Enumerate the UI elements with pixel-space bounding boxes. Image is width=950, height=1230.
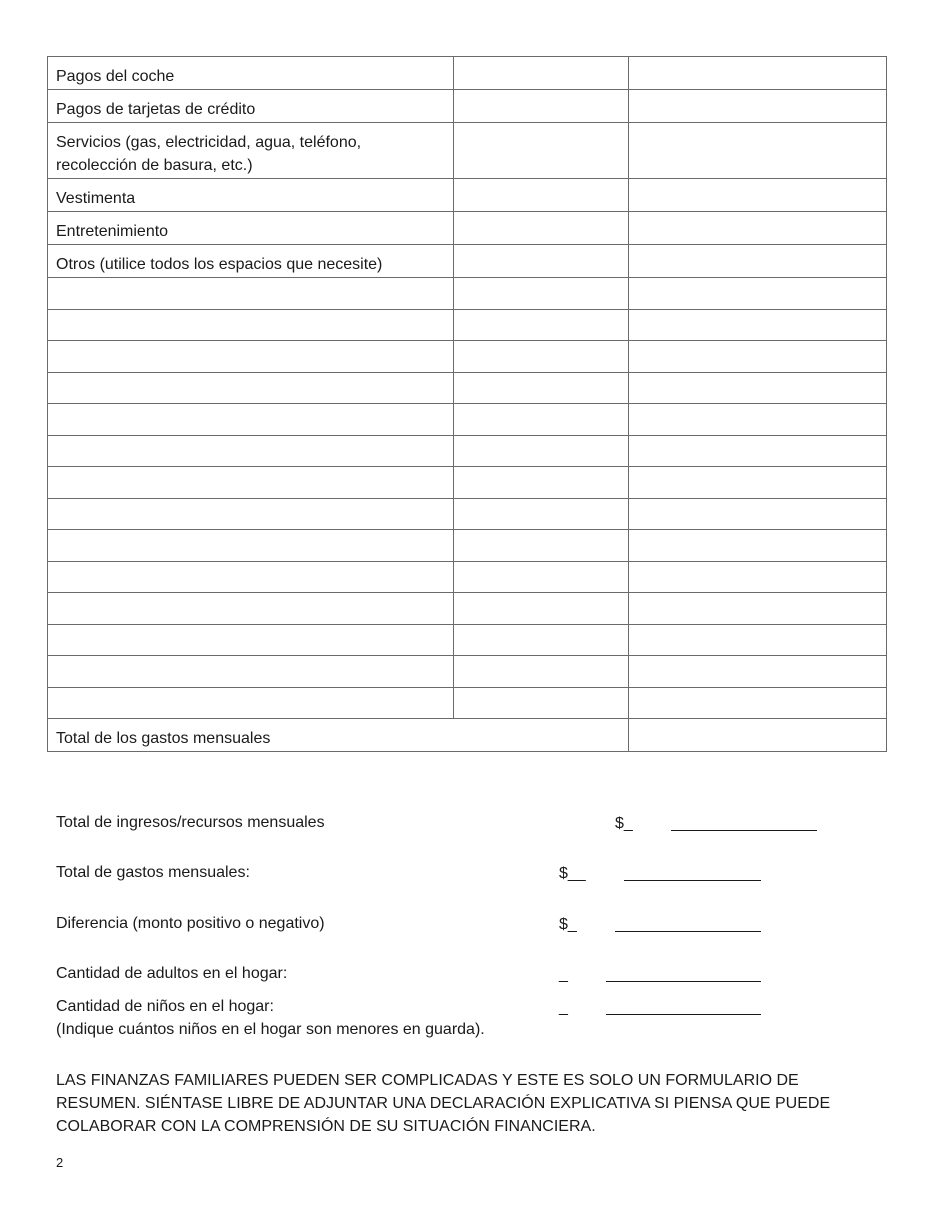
- total-expenses-label: Total de los gastos mensuales: [48, 719, 629, 752]
- amount-cell[interactable]: [454, 123, 629, 179]
- expense-label: Vestimenta: [48, 179, 454, 212]
- table-row: [48, 467, 887, 499]
- amount-cell[interactable]: [629, 278, 887, 310]
- income-field[interactable]: [671, 830, 817, 831]
- amount-cell[interactable]: [454, 687, 629, 719]
- blank-label-cell[interactable]: [48, 372, 454, 404]
- amount-cell[interactable]: [454, 212, 629, 245]
- table-row: [48, 372, 887, 404]
- amount-cell[interactable]: [454, 90, 629, 123]
- table-row: [48, 435, 887, 467]
- blank-label-cell[interactable]: [48, 530, 454, 562]
- amount-cell[interactable]: [629, 467, 887, 499]
- amount-cell[interactable]: [454, 179, 629, 212]
- amount-cell[interactable]: [454, 372, 629, 404]
- difference-label: Diferencia (monto positivo o negativo): [56, 915, 325, 932]
- amount-cell[interactable]: [454, 656, 629, 688]
- total-amount-cell[interactable]: [629, 719, 887, 752]
- amount-cell[interactable]: [454, 467, 629, 499]
- adults-field[interactable]: [606, 981, 761, 982]
- table-row: [48, 278, 887, 310]
- amount-cell[interactable]: [629, 530, 887, 562]
- blank-label-cell[interactable]: [48, 561, 454, 593]
- amount-cell[interactable]: [629, 245, 887, 278]
- blank-label-cell[interactable]: [48, 687, 454, 719]
- amount-cell[interactable]: [454, 245, 629, 278]
- children-field[interactable]: [606, 1014, 761, 1015]
- expense-label: Pagos del coche: [48, 57, 454, 90]
- expense-label: Entretenimiento: [48, 212, 454, 245]
- table-row: [48, 561, 887, 593]
- blank-label-cell[interactable]: [48, 498, 454, 530]
- table-row: [48, 341, 887, 373]
- table-row: [48, 530, 887, 562]
- income-prefix: $_: [615, 815, 633, 832]
- blank-label-cell[interactable]: [48, 404, 454, 436]
- blank-label-cell[interactable]: [48, 593, 454, 625]
- amount-cell[interactable]: [454, 624, 629, 656]
- children-note: (Indique cuántos niños en el hogar son menores en guarda).: [56, 1021, 485, 1038]
- expense-label: Otros (utilice todos los espacios que necesite): [48, 245, 454, 278]
- total-row: [48, 719, 887, 752]
- expenses-label: Total de gastos mensuales:: [56, 864, 250, 881]
- amount-cell[interactable]: [454, 404, 629, 436]
- amount-cell[interactable]: [454, 530, 629, 562]
- amount-cell[interactable]: [629, 90, 887, 123]
- amount-cell[interactable]: [629, 498, 887, 530]
- amount-cell[interactable]: [629, 57, 887, 90]
- amount-cell[interactable]: [629, 372, 887, 404]
- amount-cell[interactable]: [629, 404, 887, 436]
- amount-cell[interactable]: [454, 435, 629, 467]
- amount-cell[interactable]: [629, 687, 887, 719]
- table-row: [48, 123, 887, 179]
- table-row: [48, 656, 887, 688]
- expense-table: [47, 56, 887, 752]
- amount-cell[interactable]: [629, 179, 887, 212]
- amount-cell[interactable]: [629, 435, 887, 467]
- difference-field[interactable]: [615, 931, 761, 932]
- expense-label: Pagos de tarjetas de crédito: [48, 90, 454, 123]
- table-row: [48, 624, 887, 656]
- expense-label: Servicios (gas, electricidad, agua, teléfono, recolección de basura, etc.): [48, 123, 454, 179]
- amount-cell[interactable]: [629, 123, 887, 179]
- expenses-prefix: $__: [559, 865, 586, 882]
- table-row: [48, 498, 887, 530]
- blank-label-cell[interactable]: [48, 278, 454, 310]
- amount-cell[interactable]: [629, 561, 887, 593]
- amount-cell[interactable]: [454, 341, 629, 373]
- children-prefix: _: [559, 999, 568, 1016]
- blank-label-cell[interactable]: [48, 467, 454, 499]
- table-row: [48, 687, 887, 719]
- amount-cell[interactable]: [454, 57, 629, 90]
- amount-cell[interactable]: [454, 561, 629, 593]
- blank-label-cell[interactable]: [48, 435, 454, 467]
- amount-cell[interactable]: [629, 624, 887, 656]
- amount-cell[interactable]: [454, 309, 629, 341]
- table-row: [48, 245, 887, 278]
- blank-label-cell[interactable]: [48, 656, 454, 688]
- children-label: Cantidad de niños en el hogar:: [56, 998, 274, 1015]
- expenses-field[interactable]: [624, 880, 761, 881]
- amount-cell[interactable]: [629, 341, 887, 373]
- amount-cell[interactable]: [629, 656, 887, 688]
- blank-label-cell[interactable]: [48, 309, 454, 341]
- blank-label-cell[interactable]: [48, 624, 454, 656]
- amount-cell[interactable]: [629, 212, 887, 245]
- table-row: [48, 57, 887, 90]
- amount-cell[interactable]: [454, 278, 629, 310]
- income-label: Total de ingresos/recursos mensuales: [56, 814, 325, 831]
- table-row: [48, 90, 887, 123]
- amount-cell[interactable]: [629, 309, 887, 341]
- table-row: [48, 309, 887, 341]
- amount-cell[interactable]: [454, 498, 629, 530]
- table-row: [48, 404, 887, 436]
- notice-paragraph: LAS FINANZAS FAMILIARES PUEDEN SER COMPLICADAS Y ESTE ES SOLO UN FORMULARIO DE RESUMEN. SIÉNTASE LIBRE DE ADJUNTAR UNA DECLARACIÓN EXPLICATIVA SI PIENSA QUE PUEDE COLABORAR CON LA COMPRENSIÓN DE SU SITUACIÓN FINANCIERA.: [56, 1072, 831, 1135]
- adults-prefix: _: [559, 966, 568, 983]
- table-row: [48, 593, 887, 625]
- table-row: [48, 212, 887, 245]
- amount-cell[interactable]: [629, 593, 887, 625]
- difference-prefix: $_: [559, 916, 577, 933]
- amount-cell[interactable]: [454, 593, 629, 625]
- table-row: [48, 179, 887, 212]
- page-number: 2: [56, 1155, 64, 1170]
- blank-label-cell[interactable]: [48, 341, 454, 373]
- adults-label: Cantidad de adultos en el hogar:: [56, 965, 288, 982]
